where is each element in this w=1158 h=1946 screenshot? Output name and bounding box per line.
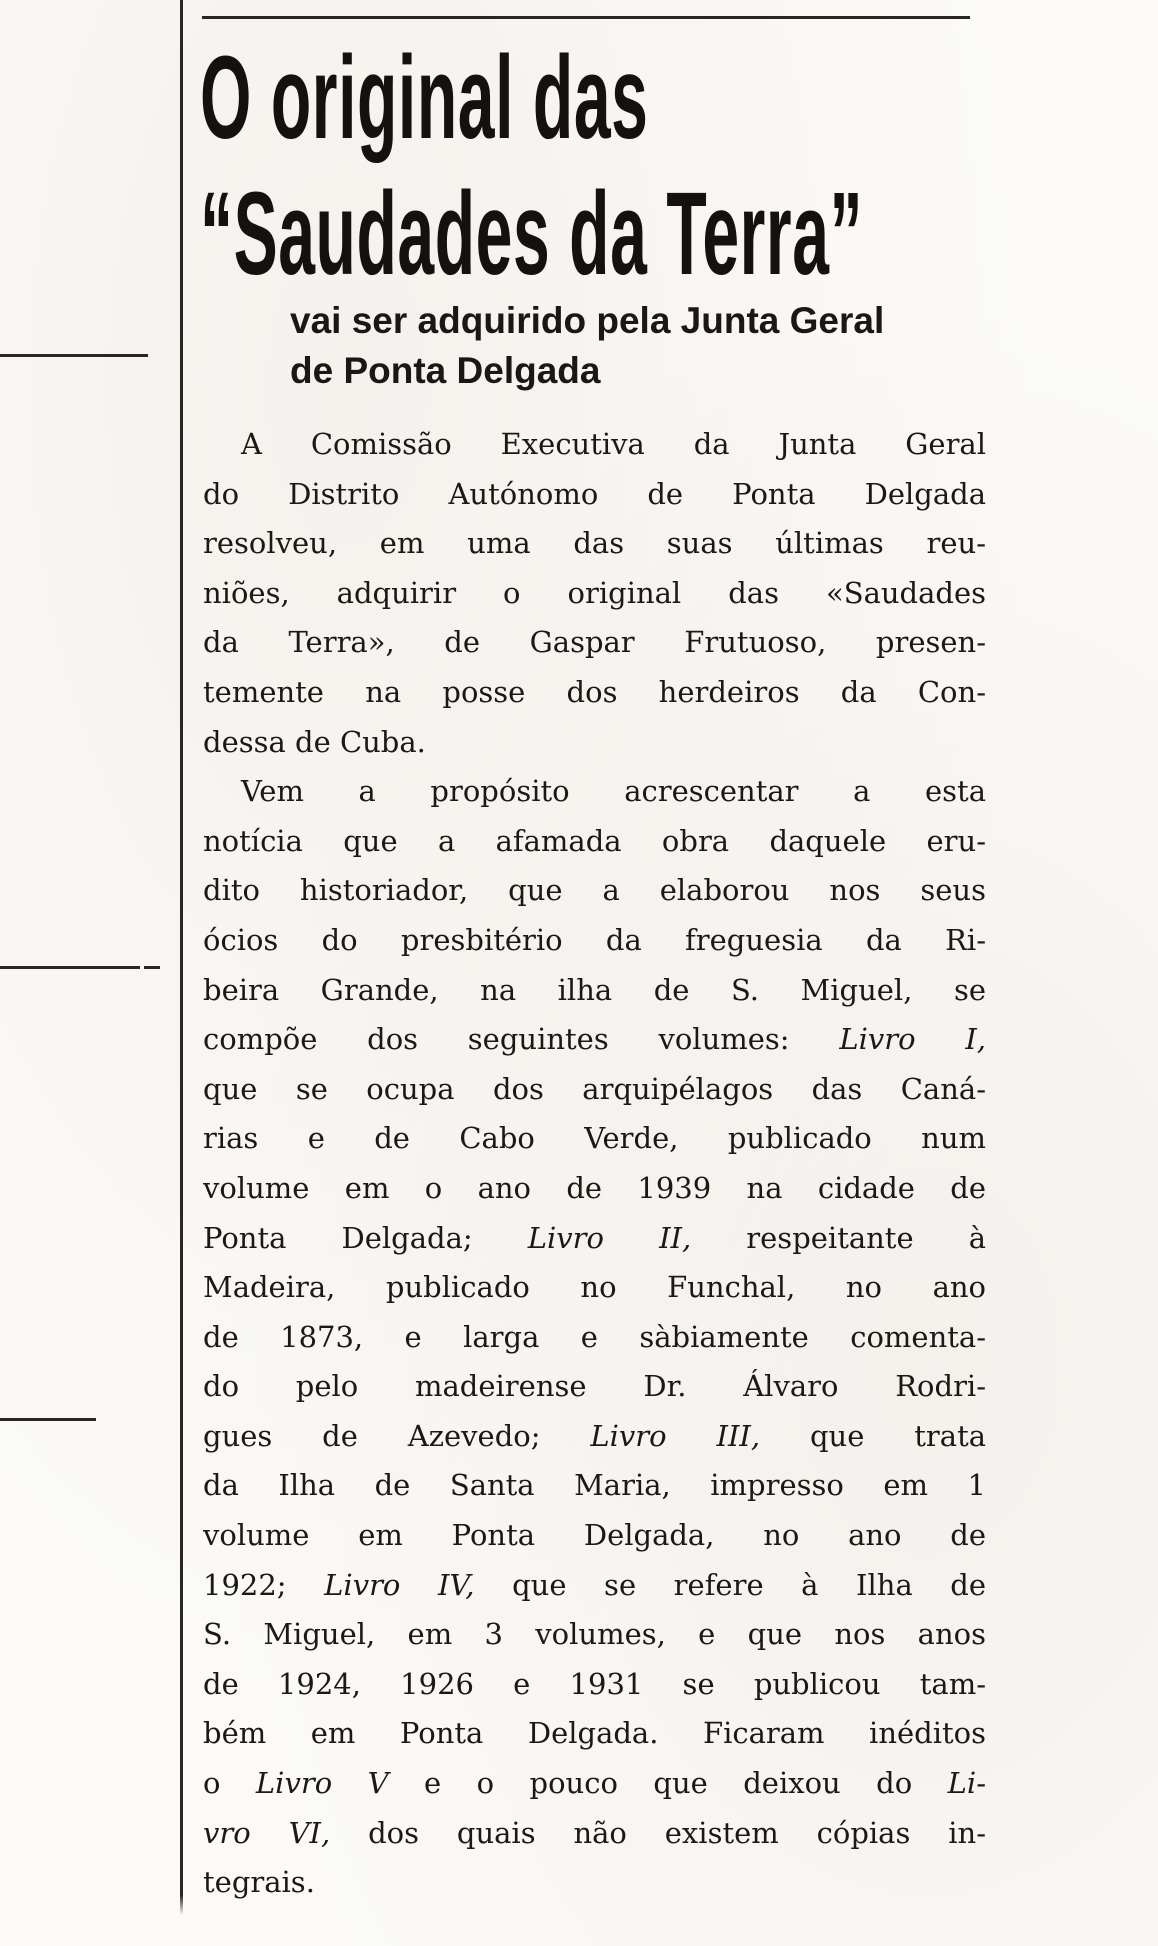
body-line: de 1924, 1926 e 1931 se publicou tam-	[203, 1666, 986, 1701]
body-line: Madeira, publicado no Funchal, no ano	[203, 1270, 986, 1305]
body-text-fragment: compõe dos seguintes volumes:	[203, 1022, 790, 1057]
article-subheadline	[290, 296, 990, 396]
body-line: niões, adquirir o original das «Saudades	[203, 575, 986, 610]
left-column-rule	[0, 1418, 96, 1421]
italic-book-title: Livro IV,	[324, 1567, 475, 1602]
article-headline	[200, 32, 980, 300]
body-line	[203, 1759, 986, 1809]
body-line: de 1873, e larga e sàbiamente comenta-	[203, 1319, 986, 1354]
body-line: Vem a propósito acrescentar a esta	[241, 774, 986, 809]
body-line: da Ilha de Santa Maria, impresso em 1	[203, 1468, 986, 1503]
body-text-fragment: o	[203, 1766, 221, 1801]
body-line: dito historiador, que a elaborou nos seus	[203, 873, 986, 908]
body-text-fragment: que trata	[809, 1418, 986, 1453]
body-text-fragment: 1922;	[203, 1567, 287, 1602]
body-line: S. Miguel, em 3 volumes, e que nos anos	[203, 1617, 986, 1652]
body-line: do pelo madeirense Dr. Álvaro Rodri-	[203, 1369, 986, 1404]
italic-book-title: Li-	[947, 1766, 986, 1801]
subhead-line-2: de Ponta Delgada	[290, 350, 601, 391]
italic-book-title: vro VI,	[203, 1815, 331, 1850]
body-line: beira Grande, na ilha de S. Miguel, se	[203, 972, 986, 1007]
body-text-fragment: dos quais não existem cópias in-	[330, 1815, 986, 1850]
body-line: dessa de Cuba.	[203, 724, 426, 759]
body-line: volume em Ponta Delgada, no ano de	[203, 1518, 986, 1553]
article-top-rule	[202, 16, 970, 19]
body-text-fragment: e o pouco que deixou do	[424, 1766, 913, 1801]
column-divider-rule-end	[180, 1895, 183, 1915]
subhead-line-1: vai ser adquirido pela Junta Geral	[290, 300, 885, 341]
body-line	[203, 1214, 986, 1264]
body-line	[203, 1015, 986, 1065]
headline-line-2: “Saudades da Terra”	[200, 168, 864, 300]
body-line: resolveu, em uma das suas últimas reu-	[203, 526, 986, 561]
body-line: notícia que a afamada obra daquele eru-	[203, 823, 986, 858]
body-text-fragment: Ponta Delgada;	[203, 1220, 473, 1255]
left-column-rule	[144, 966, 160, 969]
body-line: A Comissão Executiva da Junta Geral	[241, 427, 986, 461]
italic-book-title: Livro I,	[839, 1022, 986, 1057]
body-text-fragment: respeitante à	[746, 1220, 986, 1255]
body-text-fragment: gues de Azevedo;	[203, 1418, 541, 1453]
body-line: rias e de Cabo Verde, publicado num	[203, 1121, 986, 1156]
italic-book-title: Livro III,	[590, 1418, 761, 1453]
italic-book-title: Livro II,	[527, 1220, 692, 1255]
body-line	[203, 1412, 986, 1462]
body-line: do Distrito Autónomo de Ponta Delgada	[203, 476, 986, 511]
left-column-rule	[0, 354, 148, 357]
body-line: volume em o ano de 1939 na cidade de	[203, 1170, 986, 1205]
left-column-rule	[0, 966, 140, 969]
body-line	[203, 1561, 986, 1611]
body-line: da Terra», de Gaspar Frutuoso, presen-	[203, 625, 986, 660]
article-body	[203, 420, 986, 1908]
body-text-fragment: que se refere à Ilha de	[512, 1567, 986, 1602]
body-line: temente na posse dos herdeiros da Con-	[203, 674, 986, 709]
headline-line-1: O original das	[200, 32, 649, 164]
italic-book-title: Livro V	[255, 1766, 389, 1801]
body-line: ócios do presbitério da freguesia da Ri-	[203, 922, 986, 957]
column-divider-rule	[180, 0, 183, 1895]
body-line: tegrais.	[203, 1865, 315, 1900]
body-line: que se ocupa dos arquipélagos das Caná-	[203, 1071, 986, 1106]
body-line	[203, 1809, 986, 1859]
body-line: bém em Ponta Delgada. Ficaram inéditos	[203, 1716, 986, 1751]
